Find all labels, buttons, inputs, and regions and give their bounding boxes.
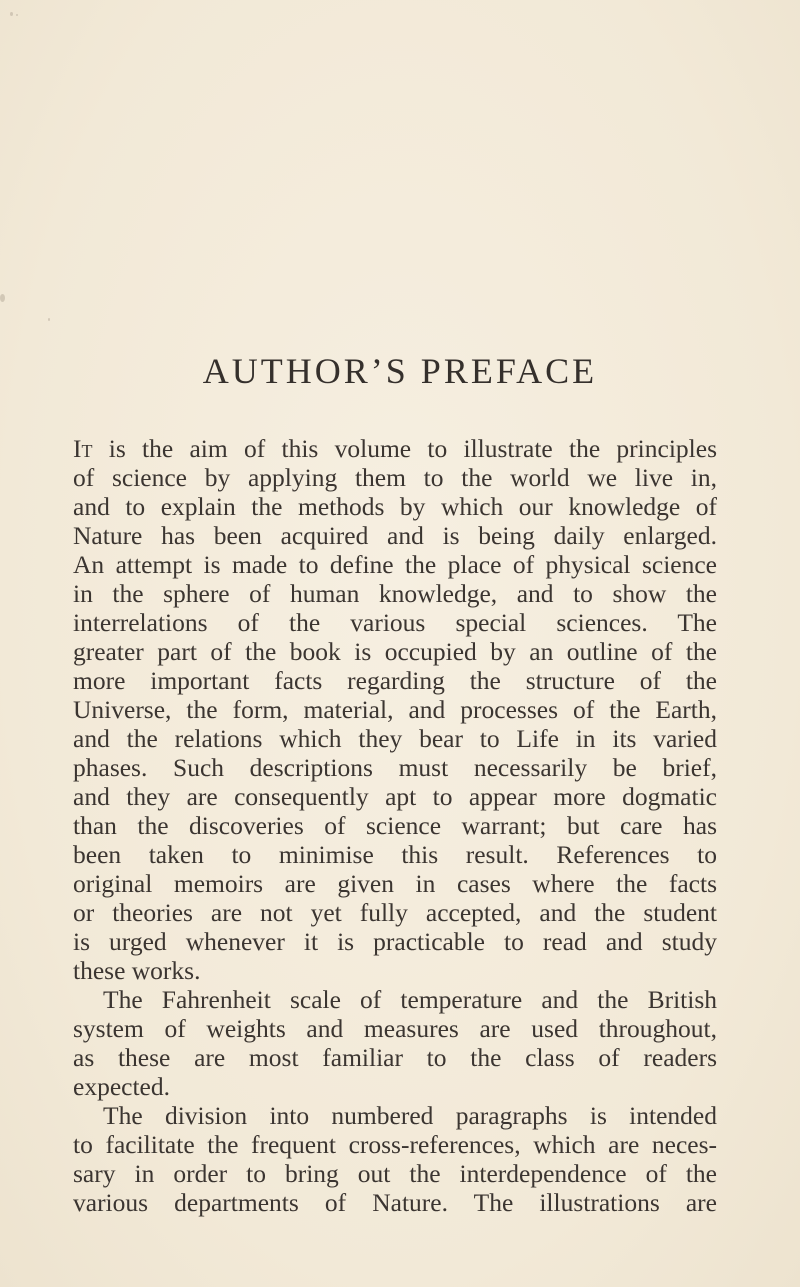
text-line: original memoirs are given in cases where the facts [73, 869, 717, 898]
text-line: and they are consequently apt to appear more dogmatic [73, 782, 717, 811]
paper-speck [48, 318, 50, 321]
text-line: various departments of Nature. The illustrations are [73, 1188, 717, 1217]
text-line: and the relations which they bear to Life in its varied [73, 724, 717, 753]
text-line: sary in order to bring out the interdependence of the [73, 1159, 717, 1188]
text-line: greater part of the book is occupied by an outline of the [73, 637, 717, 666]
text-line: these works. [73, 956, 201, 985]
page-title: AUTHOR’S PREFACE [202, 351, 598, 391]
text-line: more important facts regarding the structure of the [73, 666, 717, 695]
text-line: to facilitate the frequent cross-references, which are neces- [73, 1130, 717, 1159]
text-line: and to explain the methods by which our knowledge of [73, 492, 717, 521]
text-line: than the discoveries of science warrant; but care has [73, 811, 717, 840]
text-line: or theories are not yet fully accepted, and the student [73, 898, 717, 927]
text-line: system of weights and measures are used throughout, [73, 1014, 717, 1043]
text-line: It is the aim of this volume to illustrate the principles [73, 434, 717, 463]
text-line: Nature has been acquired and is being daily enlarged. [73, 521, 717, 550]
text-line: interrelations of the various special sciences. The [73, 608, 717, 637]
text-line: Universe, the form, material, and processes of the Earth, [73, 695, 717, 724]
text-line: The division into numbered paragraphs is intended [103, 1101, 717, 1130]
paper-speck [16, 14, 18, 16]
text-line: been taken to minimise this result. References to [73, 840, 717, 869]
paper-speck [10, 12, 13, 16]
text-line: is urged whenever it is practicable to read and study [73, 927, 717, 956]
paper-speck [0, 294, 5, 302]
paragraph-1 [73, 434, 717, 985]
paragraph-2 [73, 985, 717, 1101]
text-line: in the sphere of human knowledge, and to show the [73, 579, 717, 608]
text-line: as these are most familiar to the class of readers [73, 1043, 717, 1072]
lead-word: It [73, 434, 93, 463]
text-line: An attempt is made to define the place of physical science [73, 550, 717, 579]
paragraph-3 [73, 1101, 717, 1217]
text-line: The Fahrenheit scale of temperature and the British [103, 985, 717, 1014]
text-line: of science by applying them to the world we live in, [73, 463, 717, 492]
text-line: expected. [73, 1072, 170, 1101]
preface-text [73, 434, 717, 1217]
text-line: phases. Such descriptions must necessarily be brief, [73, 753, 717, 782]
